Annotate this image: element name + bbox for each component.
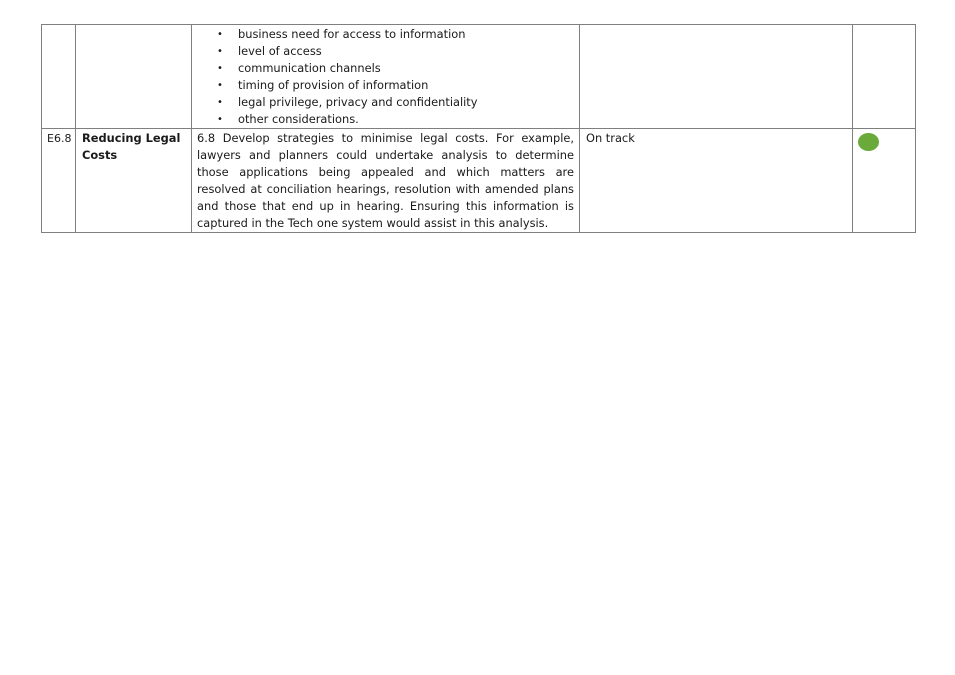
consideration-list <box>197 26 574 128</box>
rag-status-indicator <box>858 133 879 151</box>
progress-table <box>41 24 916 233</box>
action-description: 6.8 Develop strategies to minimise legal costs. For example, lawyers and planners could undertake analysis to determine those applications being appealed and which matters are resolved at conciliation hearings, resolution with amended plans and those that end up in hearing. Ensuring this information is captured in the Tech one system would assist in this analysis. <box>197 131 574 230</box>
description-cell <box>192 25 580 129</box>
action-name: Reducing Legal Costs <box>76 129 192 233</box>
list-item: • other considerations. <box>238 111 574 128</box>
name-cell-empty <box>76 25 192 129</box>
ref-cell-empty <box>42 25 76 129</box>
rag-cell-empty <box>853 25 916 129</box>
table-row <box>42 129 916 233</box>
action-ref: E6.8 <box>42 129 76 233</box>
rag-cell <box>853 129 916 233</box>
list-item: • communication channels <box>238 60 574 77</box>
list-item: • business need for access to information <box>238 26 574 43</box>
status-cell-empty <box>580 25 853 129</box>
status-text: On track <box>580 129 853 233</box>
description-cell <box>192 129 580 233</box>
table-row-continuation <box>42 25 916 129</box>
list-item: • legal privilege, privacy and confidentiality <box>238 94 574 111</box>
list-item: • level of access <box>238 43 574 60</box>
list-item: • timing of provision of information <box>238 77 574 94</box>
